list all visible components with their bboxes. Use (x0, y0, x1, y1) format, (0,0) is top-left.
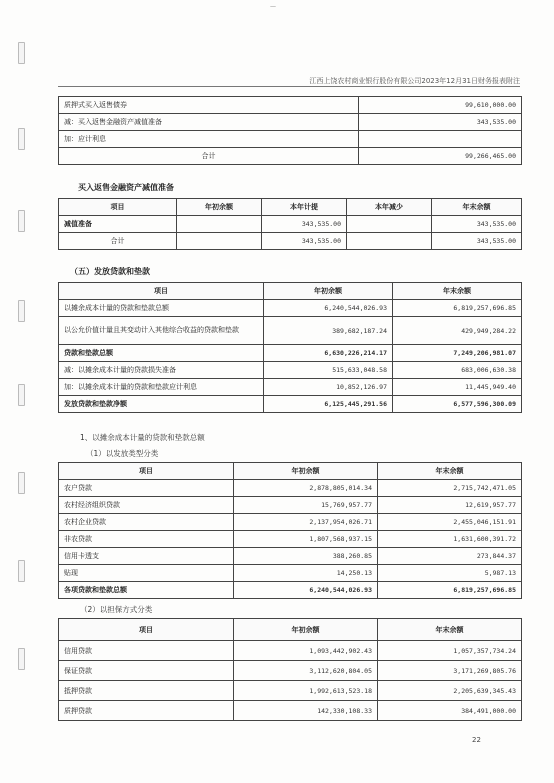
binding-hole (18, 648, 25, 670)
column-header: 本年计提 (262, 199, 347, 216)
row-value: 99,610,000.00 (359, 97, 522, 114)
binding-hole (18, 210, 25, 232)
cell: 273,844.37 (378, 548, 522, 565)
cell: 343,535.00 (262, 216, 347, 233)
table-row (59, 345, 522, 362)
cell: 1,631,600,391.72 (378, 531, 522, 548)
cell: 7,249,206,981.07 (393, 345, 522, 362)
table-row (59, 497, 522, 514)
cell: 384,491,000.00 (378, 701, 522, 721)
cell: 10,852,126.97 (264, 379, 393, 396)
cell: 14,250.13 (234, 565, 378, 582)
cell: 11,445,949.40 (393, 379, 522, 396)
row-label: 贴现 (59, 565, 234, 582)
cell: 2,205,639,345.43 (378, 681, 522, 701)
table-row (59, 661, 522, 681)
table-row (59, 548, 522, 565)
table-row (59, 565, 522, 582)
cell: 15,769,957.77 (234, 497, 378, 514)
column-header: 年末余额 (393, 283, 522, 300)
column-header: 年末余额 (432, 199, 522, 216)
subsection-heading: （2）以担保方式分类 (80, 605, 153, 614)
column-header: 项目 (59, 463, 234, 480)
row-label: 农村企业贷款 (59, 514, 234, 531)
cell: 12,619,957.77 (378, 497, 522, 514)
cell: 1,057,357,734.24 (378, 641, 522, 661)
table-row (59, 514, 522, 531)
cell: 343,535.00 (262, 233, 347, 250)
row-label: 发放贷款和垫款净额 (59, 396, 264, 413)
row-label: 各项贷款和垫款总额 (59, 582, 234, 599)
cell: 2,455,046,151.91 (378, 514, 522, 531)
binding-hole (18, 128, 25, 150)
cell: 343,535.00 (432, 233, 522, 250)
column-header: 年末余额 (378, 463, 522, 480)
table-header-row (59, 283, 522, 300)
table-row (59, 480, 522, 497)
table-row (59, 216, 522, 233)
column-header: 项目 (59, 619, 234, 641)
row-value: 343,535.00 (359, 114, 522, 131)
cell: 3,171,269,805.76 (378, 661, 522, 681)
subsection-heading: （1）以发放类型分类 (86, 449, 159, 458)
cell: 6,240,544,026.93 (264, 300, 393, 317)
cell: 1,093,442,902.43 (234, 641, 378, 661)
row-label: 抵押贷款 (59, 681, 234, 701)
loans-table (58, 282, 522, 413)
row-label: 加：应计利息 (59, 131, 359, 148)
table-row (59, 531, 522, 548)
column-header: 年末余额 (378, 619, 522, 641)
total-value: 99,266,465.00 (359, 148, 522, 165)
cell: 6,819,257,696.85 (378, 582, 522, 599)
cell: 6,240,544,026.93 (234, 582, 378, 599)
row-label: 农村经济组织贷款 (59, 497, 234, 514)
row-label: 减：以摊余成本计量的贷款损失准备 (59, 362, 264, 379)
table-total-row (59, 396, 522, 413)
column-header: 年初余额 (234, 619, 378, 641)
cell: 515,633,048.58 (264, 362, 393, 379)
table-header-row (59, 199, 522, 216)
row-label: 贷款和垫款总额 (59, 345, 264, 362)
total-label: 合计 (59, 148, 359, 165)
table-row (59, 97, 522, 114)
loans-title: （五）发放贷款和垫款 (70, 267, 150, 276)
header-rule (58, 86, 520, 87)
cell: 6,577,596,300.09 (393, 396, 522, 413)
binding-hole (18, 384, 25, 406)
cell: 343,535.00 (432, 216, 522, 233)
scan-mark: — (270, 3, 276, 10)
row-label: 加：以摊余成本计量的贷款和垫款应计利息 (59, 379, 264, 396)
cell: 2,878,805,014.34 (234, 480, 378, 497)
table-header-row (59, 619, 522, 641)
cell: 1,807,568,937.15 (234, 531, 378, 548)
table-row (59, 379, 522, 396)
cell (177, 233, 262, 250)
column-header: 年初余额 (177, 199, 262, 216)
binding-hole (18, 472, 25, 494)
loans-by-guarantee-table (58, 618, 522, 721)
row-label: 质押贷款 (59, 701, 234, 721)
cell: 388,260.85 (234, 548, 378, 565)
column-header: 年初余额 (264, 283, 393, 300)
cell: 3,112,620,804.05 (234, 661, 378, 681)
table-total-row (59, 582, 522, 599)
cell: 683,006,630.38 (393, 362, 522, 379)
table-total-row (59, 148, 522, 165)
binding-hole (18, 42, 25, 64)
column-header: 项目 (59, 283, 264, 300)
cell: 2,137,954,026.71 (234, 514, 378, 531)
cell: 6,630,226,214.17 (264, 345, 393, 362)
table-row (59, 701, 522, 721)
cell: 142,330,108.33 (234, 701, 378, 721)
cell: 1,992,613,523.18 (234, 681, 378, 701)
binding-hole (18, 560, 25, 582)
page-number: 22 (472, 736, 481, 744)
table-row (59, 300, 522, 317)
column-header: 年初余额 (234, 463, 378, 480)
table-row (59, 641, 522, 661)
resale-table (58, 96, 522, 165)
table-header-row (59, 463, 522, 480)
cell: 2,715,742,471.05 (378, 480, 522, 497)
table-row (59, 131, 522, 148)
cell: 429,949,284.22 (393, 317, 522, 345)
cell: 6,125,445,291.56 (264, 396, 393, 413)
cell: 389,682,187.24 (264, 317, 393, 345)
row-label: 信用贷款 (59, 641, 234, 661)
section-heading: 1、以摊余成本计量的贷款和垫款总额 (80, 433, 205, 442)
cell (177, 216, 262, 233)
binding-hole (18, 300, 25, 322)
running-header: 江西上饶农村商业银行股份有限公司2023年12月31日财务报表附注 (309, 77, 520, 85)
row-value (359, 131, 522, 148)
column-header: 本年减少 (347, 199, 432, 216)
cell: 6,819,257,696.85 (393, 300, 522, 317)
loans-by-type-table (58, 462, 522, 599)
row-label: 以摊余成本计量的贷款和垫款总额 (59, 300, 264, 317)
cell (347, 216, 432, 233)
table-row (59, 681, 522, 701)
total-label: 合计 (59, 233, 177, 250)
row-label: 质押式买入返售债券 (59, 97, 359, 114)
table-row (59, 114, 522, 131)
impairment-title: 买入返售金融资产减值准备 (78, 183, 174, 192)
cell: 5,987.13 (378, 565, 522, 582)
table-row (59, 317, 522, 345)
row-label: 保证贷款 (59, 661, 234, 681)
row-label: 以公允价值计量且其变动计入其他综合收益的贷款和垫款 (59, 317, 264, 345)
impairment-table (58, 198, 522, 250)
row-label: 信用卡透支 (59, 548, 234, 565)
row-label: 农户贷款 (59, 480, 234, 497)
table-total-row (59, 233, 522, 250)
row-label: 减：买入返售金融资产减值准备 (59, 114, 359, 131)
row-label: 非农贷款 (59, 531, 234, 548)
column-header: 项目 (59, 199, 177, 216)
cell (347, 233, 432, 250)
table-row (59, 362, 522, 379)
row-label: 减值准备 (59, 216, 177, 233)
